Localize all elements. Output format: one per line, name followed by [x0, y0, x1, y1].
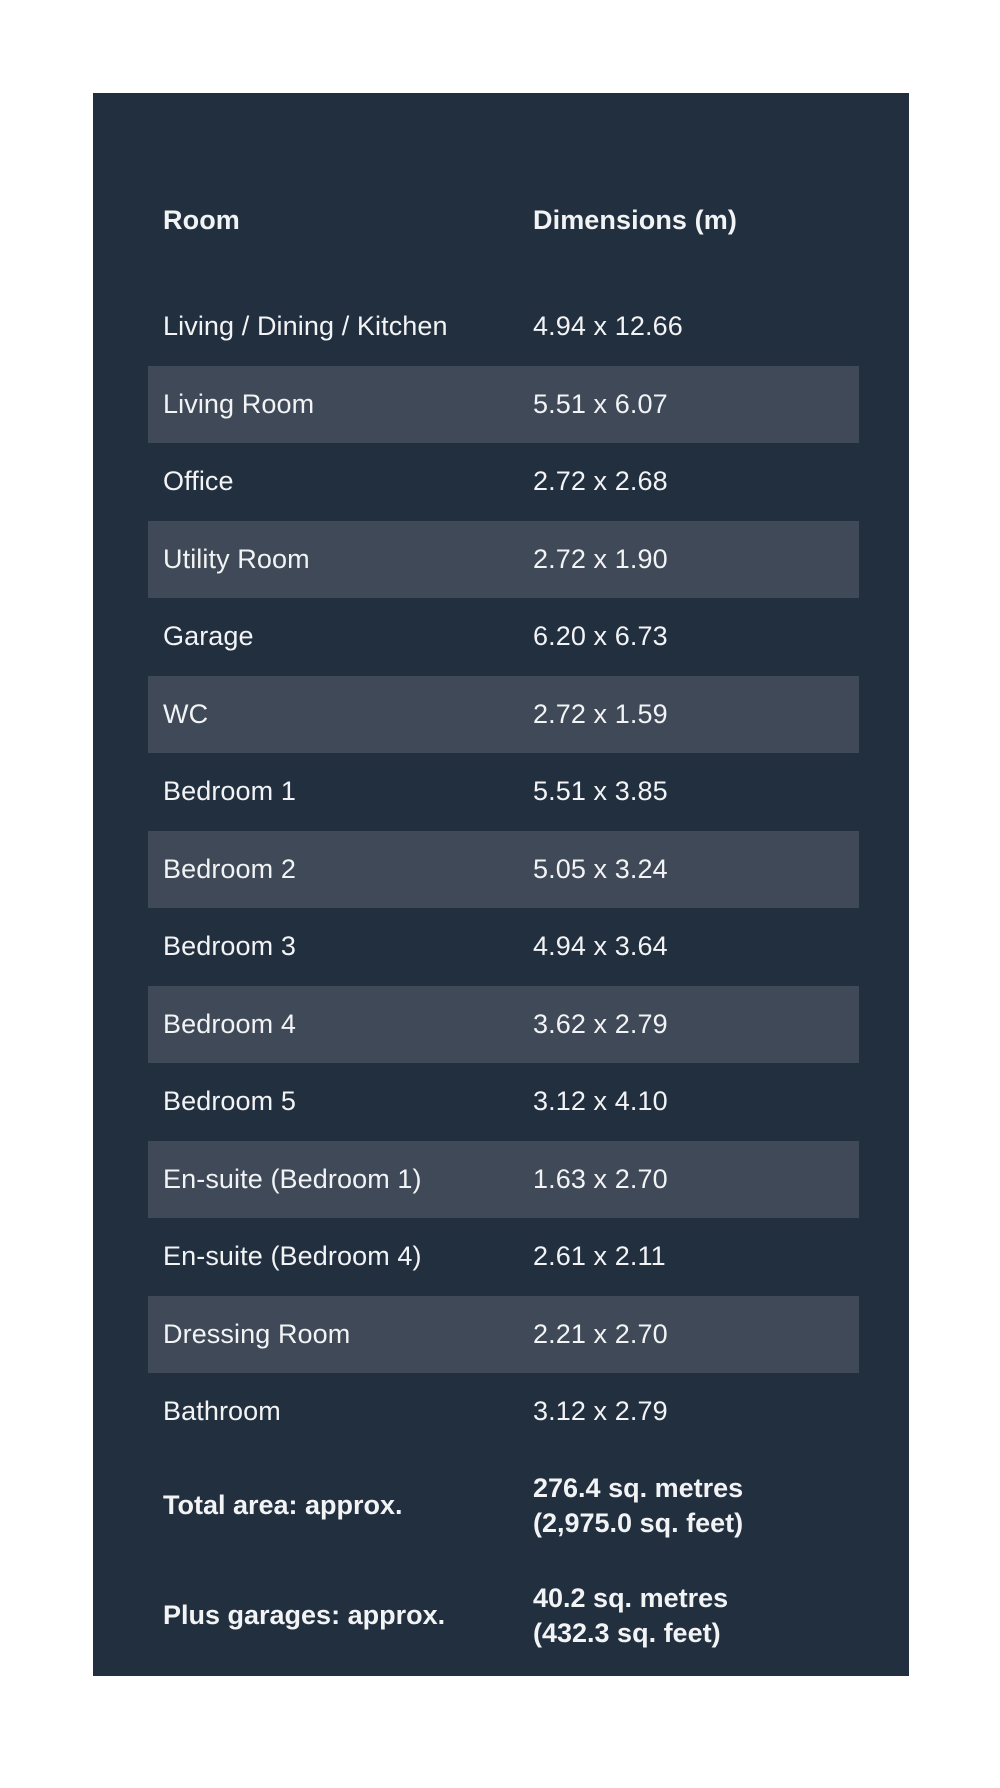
garage-area-value [533, 1581, 859, 1651]
table-row [148, 1141, 859, 1219]
room-dimensions: 1.63 x 2.70 [533, 1163, 668, 1194]
table-row [148, 1373, 859, 1451]
table-row [148, 908, 859, 986]
room-dimensions: 5.51 x 6.07 [533, 388, 668, 419]
room-name: Bedroom 2 [163, 853, 296, 884]
table-row [148, 986, 859, 1064]
room-name: Bedroom 5 [163, 1086, 296, 1117]
total-area-row [148, 1451, 859, 1561]
room-name: Utility Room [163, 543, 310, 574]
table-row [148, 521, 859, 599]
room-name: Bedroom 3 [163, 931, 296, 962]
room-name: En-suite (Bedroom 1) [163, 1163, 422, 1194]
room-dimensions: 4.94 x 3.64 [533, 931, 668, 962]
total-area-feet: (2,975.0 sq. feet) [533, 1507, 744, 1538]
room-name: Bedroom 1 [163, 776, 296, 807]
total-area-value [533, 1471, 859, 1541]
room-dimensions: 3.12 x 2.79 [533, 1396, 668, 1427]
room-dimensions: 4.94 x 12.66 [533, 311, 683, 342]
table-row [148, 1063, 859, 1141]
room-dimensions: 5.51 x 3.85 [533, 776, 668, 807]
table-row [148, 1296, 859, 1374]
table-header [148, 205, 859, 288]
room-name: Bedroom 4 [163, 1008, 296, 1039]
garage-area-row [148, 1561, 859, 1671]
room-name: Living / Dining / Kitchen [163, 311, 448, 342]
garage-area-metres: 40.2 sq. metres [533, 1582, 729, 1613]
table-row [148, 676, 859, 754]
room-name: WC [163, 698, 209, 729]
room-dimensions: 2.21 x 2.70 [533, 1318, 668, 1349]
room-name: Office [163, 466, 234, 497]
room-name: En-suite (Bedroom 4) [163, 1241, 422, 1272]
table-row [148, 753, 859, 831]
table-row [148, 443, 859, 521]
room-dimensions-table [148, 205, 859, 1671]
header-dimensions: Dimensions (m) [533, 205, 737, 235]
room-dimensions: 3.12 x 4.10 [533, 1086, 668, 1117]
room-dimensions-panel [93, 93, 909, 1676]
room-name: Bathroom [163, 1396, 281, 1427]
garage-area-label: Plus garages: approx. [163, 1600, 446, 1630]
table-row [148, 831, 859, 909]
room-dimensions: 3.62 x 2.79 [533, 1008, 668, 1039]
table-row [148, 366, 859, 444]
total-area-metres: 276.4 sq. metres [533, 1472, 744, 1503]
room-dimensions: 2.72 x 1.59 [533, 698, 668, 729]
room-dimensions: 6.20 x 6.73 [533, 621, 668, 652]
room-dimensions: 5.05 x 3.24 [533, 853, 668, 884]
room-name: Dressing Room [163, 1318, 351, 1349]
garage-area-feet: (432.3 sq. feet) [533, 1617, 721, 1648]
table-row [148, 1218, 859, 1296]
room-dimensions: 2.72 x 2.68 [533, 466, 668, 497]
room-name: Garage [163, 621, 254, 652]
header-room: Room [163, 205, 240, 235]
room-name: Living Room [163, 388, 315, 419]
room-dimensions: 2.72 x 1.90 [533, 543, 668, 574]
table-row [148, 598, 859, 676]
table-row [148, 288, 859, 366]
room-dimensions: 2.61 x 2.11 [533, 1241, 666, 1272]
total-area-label: Total area: approx. [163, 1490, 403, 1520]
